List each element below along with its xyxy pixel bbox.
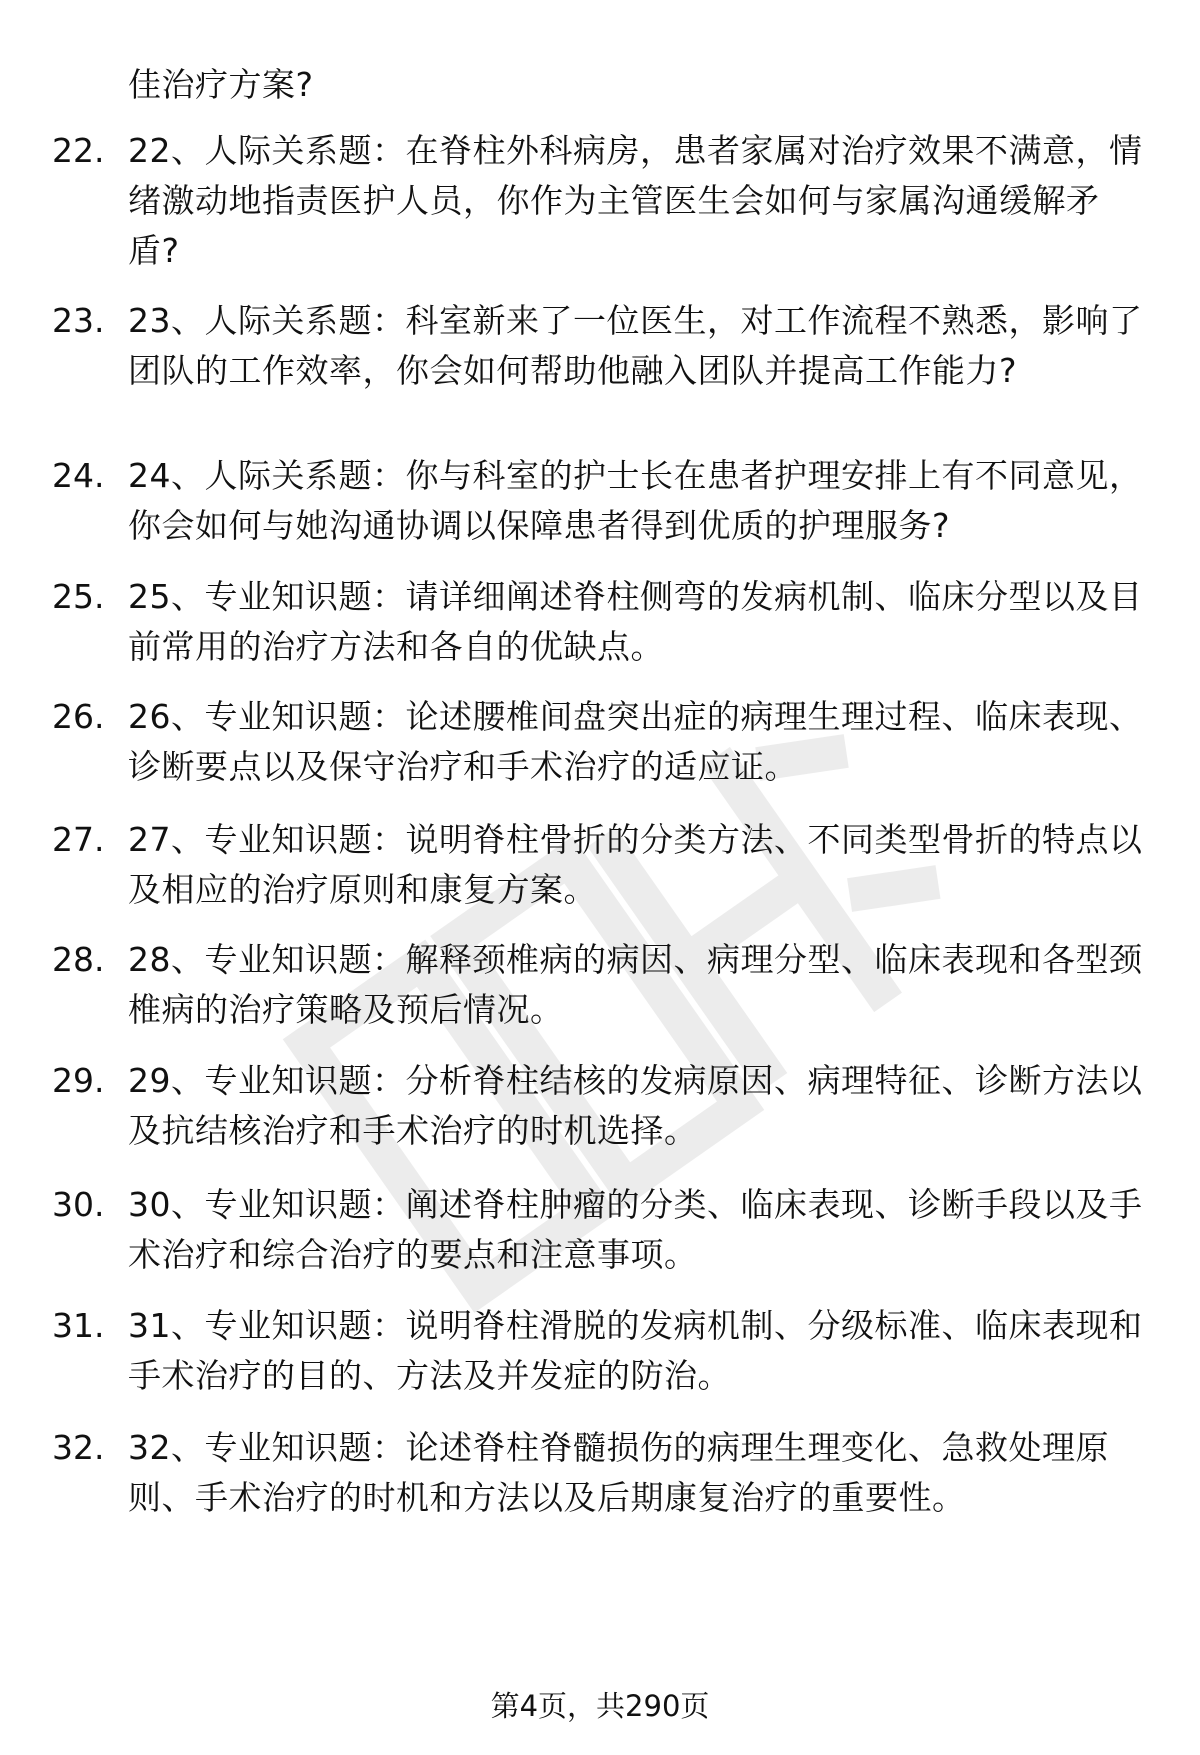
- item-text: 28、专业知识题：解释颈椎病的病因、病理分型、临床表现和各型颈椎病的治疗策略及预后情况。: [128, 940, 1143, 1029]
- item-number: 31.: [52, 1306, 105, 1345]
- item-number: 25.: [52, 577, 105, 616]
- page-footer: 第4页，共290页: [490, 1689, 710, 1723]
- item-text: 25、专业知识题：请详细阐述脊柱侧弯的发病机制、临床分型以及目前常用的治疗方法和各自的优缺点。: [128, 577, 1143, 666]
- item-number: 23.: [52, 301, 105, 340]
- continued-question-text: 佳治疗方案?: [128, 65, 314, 104]
- item-number: 32.: [52, 1428, 105, 1467]
- item-number: 29.: [52, 1061, 105, 1100]
- item-text: 30、专业知识题：阐述脊柱肿瘤的分类、临床表现、诊断手段以及手术治疗和综合治疗的要点和注意事项。: [128, 1185, 1143, 1274]
- item-text: 32、专业知识题：论述脊柱脊髓损伤的病理生理变化、急救处理原则、手术治疗的时机和方法以及后期康复治疗的重要性。: [128, 1428, 1109, 1517]
- item-number: 28.: [52, 940, 105, 979]
- item-text: 22、人际关系题：在脊柱外科病房，患者家属对治疗效果不满意，情绪激动地指责医护人员，你作为主管医生会如何与家属沟通缓解矛盾?: [128, 131, 1143, 270]
- item-number: 22.: [52, 131, 105, 170]
- item-text: 26、专业知识题：论述腰椎间盘突出症的病理生理过程、临床表现、诊断要点以及保守治疗和手术治疗的适应证。: [128, 697, 1143, 786]
- item-number: 30.: [52, 1185, 105, 1224]
- item-text: 29、专业知识题：分析脊柱结核的发病原因、病理特征、诊断方法以及抗结核治疗和手术治疗的时机选择。: [128, 1061, 1143, 1150]
- item-number: 26.: [52, 697, 105, 736]
- item-text: 27、专业知识题：说明脊柱骨折的分类方法、不同类型骨折的特点以及相应的治疗原则和康复方案。: [128, 820, 1143, 909]
- item-text: 24、人际关系题：你与科室的护士长在患者护理安排上有不同意见，你会如何与她沟通协调以保障患者得到优质的护理服务?: [128, 456, 1143, 545]
- item-number: 27.: [52, 820, 105, 859]
- item-number: 24.: [52, 456, 105, 495]
- item-text: 23、人际关系题：科室新来了一位医生，对工作流程不熟悉，影响了团队的工作效率，你会如何帮助他融入团队并提高工作能力?: [128, 301, 1143, 390]
- item-text: 31、专业知识题：说明脊柱滑脱的发病机制、分级标准、临床表现和手术治疗的目的、方法及并发症的防治。: [128, 1306, 1143, 1395]
